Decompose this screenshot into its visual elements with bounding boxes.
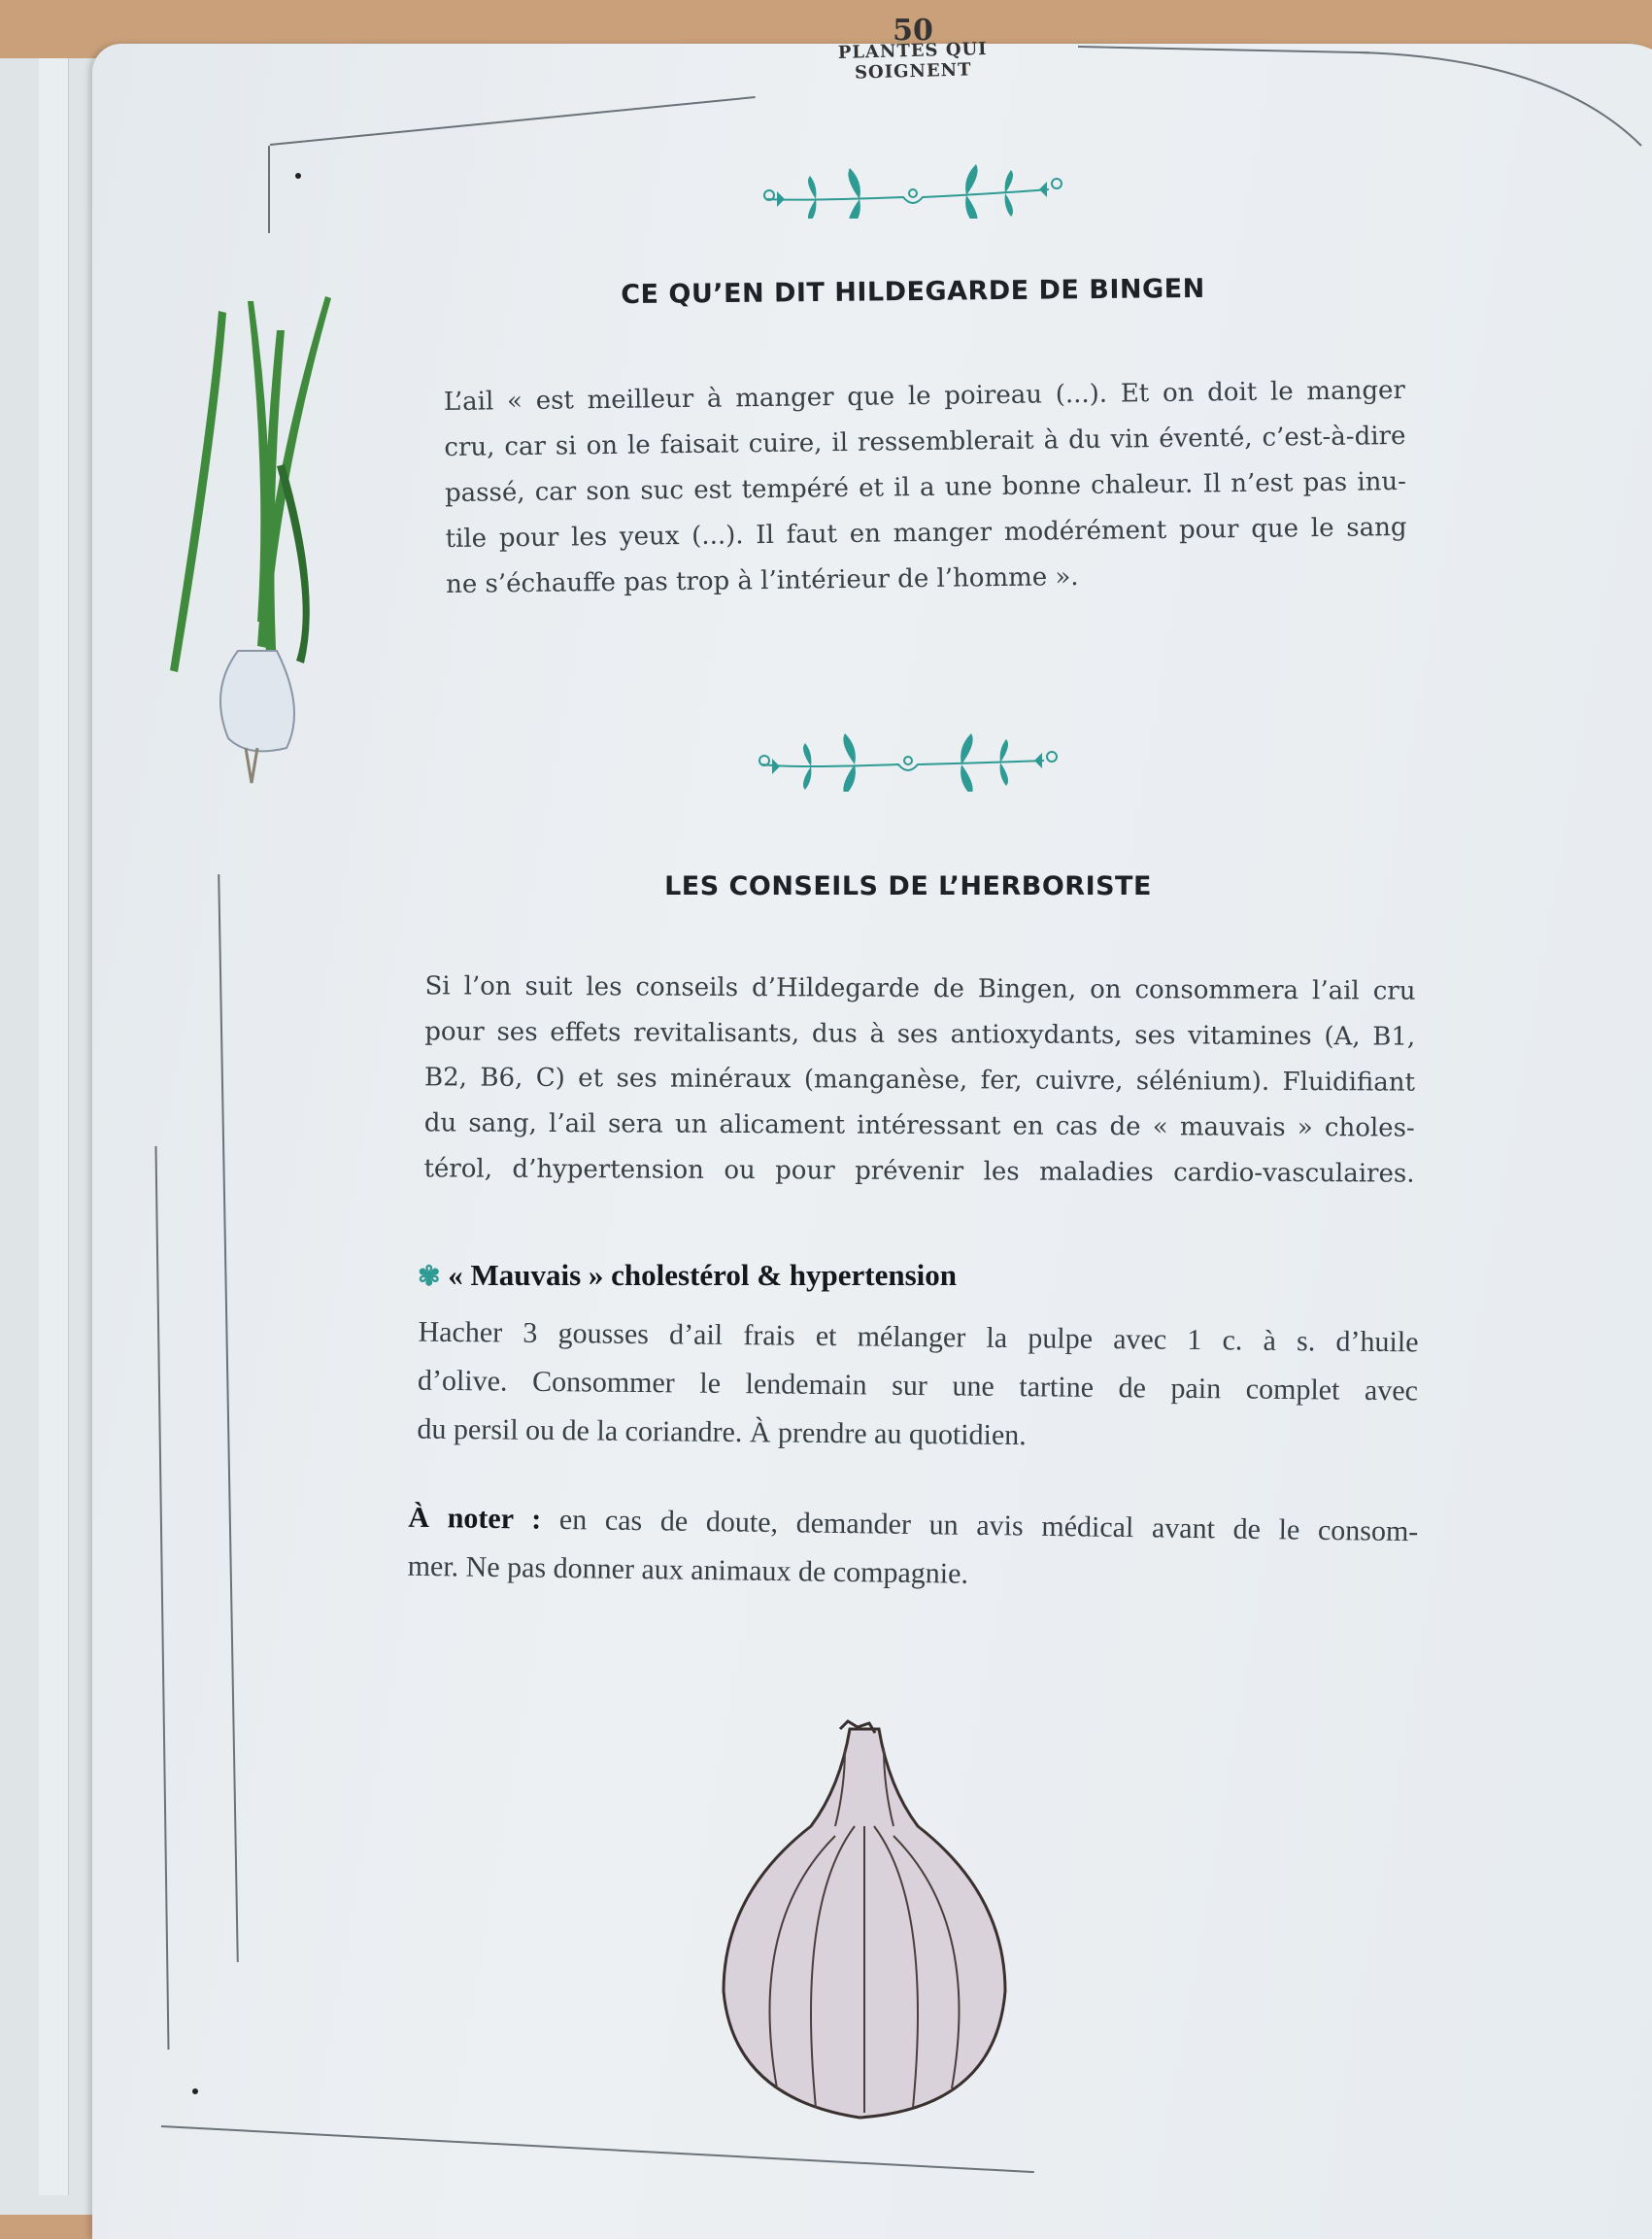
leaf-vine-ornament-icon: [758, 160, 1068, 219]
page-edges: [39, 58, 69, 2195]
text-line: passé, car son suc est tempéré et il a une bonne chaleur. Il n’est pas inu-: [444, 466, 1407, 509]
section-title-herboriste: LES CONSEILS DE L’HERBORISTE: [664, 871, 1152, 901]
text-line: ne s’échauffe pas trop à l’intérieur de l’homme ».: [445, 562, 1079, 600]
text-line: du persil ou de la coriandre. À prendre au quotidien.: [417, 1412, 1027, 1452]
text-line: pour ses effets revitalisants, dus à ses antioxydants, ses vitamines (A, B1,: [424, 1017, 1416, 1052]
frame-dot: [295, 173, 301, 179]
remedy-instructions: [417, 1308, 1419, 1465]
frame-dot: [192, 2088, 198, 2094]
remedy-title: [418, 1258, 957, 1293]
herboriste-advice: [423, 964, 1415, 1197]
text-line: du sang, l’ail sera un alicament intéressant en cas de « mauvais » choles-: [423, 1108, 1415, 1143]
text-line: Hacher 3 gousses d’ail frais et mélanger la pulpe avec 1 c. à s. d’huile: [418, 1315, 1419, 1359]
text-line: en cas de doute, demander un avis médical avant de le consom-: [540, 1503, 1419, 1548]
text-line: térol, d’hypertension ou pour prévenir les maladies cardio-vasculaires.: [423, 1154, 1415, 1189]
text-line: d’olive. Consommer le lendemain sur une tartine de pain complet avec: [417, 1364, 1419, 1408]
hildegarde-quote: [444, 368, 1408, 608]
section-title-hildegarde: CE QU’EN DIT HILDEGARDE DE BINGEN: [621, 273, 1205, 311]
garlic-plant-illustration: [160, 291, 345, 797]
frame-curve: [1360, 39, 1651, 155]
text-line: B2, B6, C) et ses minéraux (manganèse, fer, cuivre, sélénium). Fluidifiant: [423, 1063, 1416, 1098]
frame-rule: [268, 146, 270, 233]
text-line: tile pour les yeux (...). Il faut en manger modérément pour que le sang: [445, 512, 1407, 555]
running-title: PLANTES QUI SOIGNENT: [837, 38, 988, 84]
note-label: À noter :: [408, 1501, 542, 1536]
text-line: mer. Ne pas donner aux animaux de compagnie.: [407, 1549, 969, 1590]
leaf-vine-ornament-icon: [753, 733, 1063, 792]
garlic-bulb-illustration: [719, 1719, 1010, 2127]
text-line: L’ail « est meilleur à manger que le poireau (...). Et on doit le manger: [443, 375, 1405, 418]
text-line: cru, car si on le faisait cuire, il ressemblerait à du vin éventé, c’est-à-dire: [444, 421, 1406, 463]
note: [407, 1494, 1418, 1606]
text-line: Si l’on suit les conseils d’Hildegarde de Bingen, on consommera l’ail cru: [424, 971, 1416, 1006]
page-number: 50: [893, 14, 933, 48]
flower-icon: ✾: [418, 1262, 441, 1292]
remedy-title-text: « Mauvais » cholestérol & hypertension: [448, 1258, 958, 1292]
